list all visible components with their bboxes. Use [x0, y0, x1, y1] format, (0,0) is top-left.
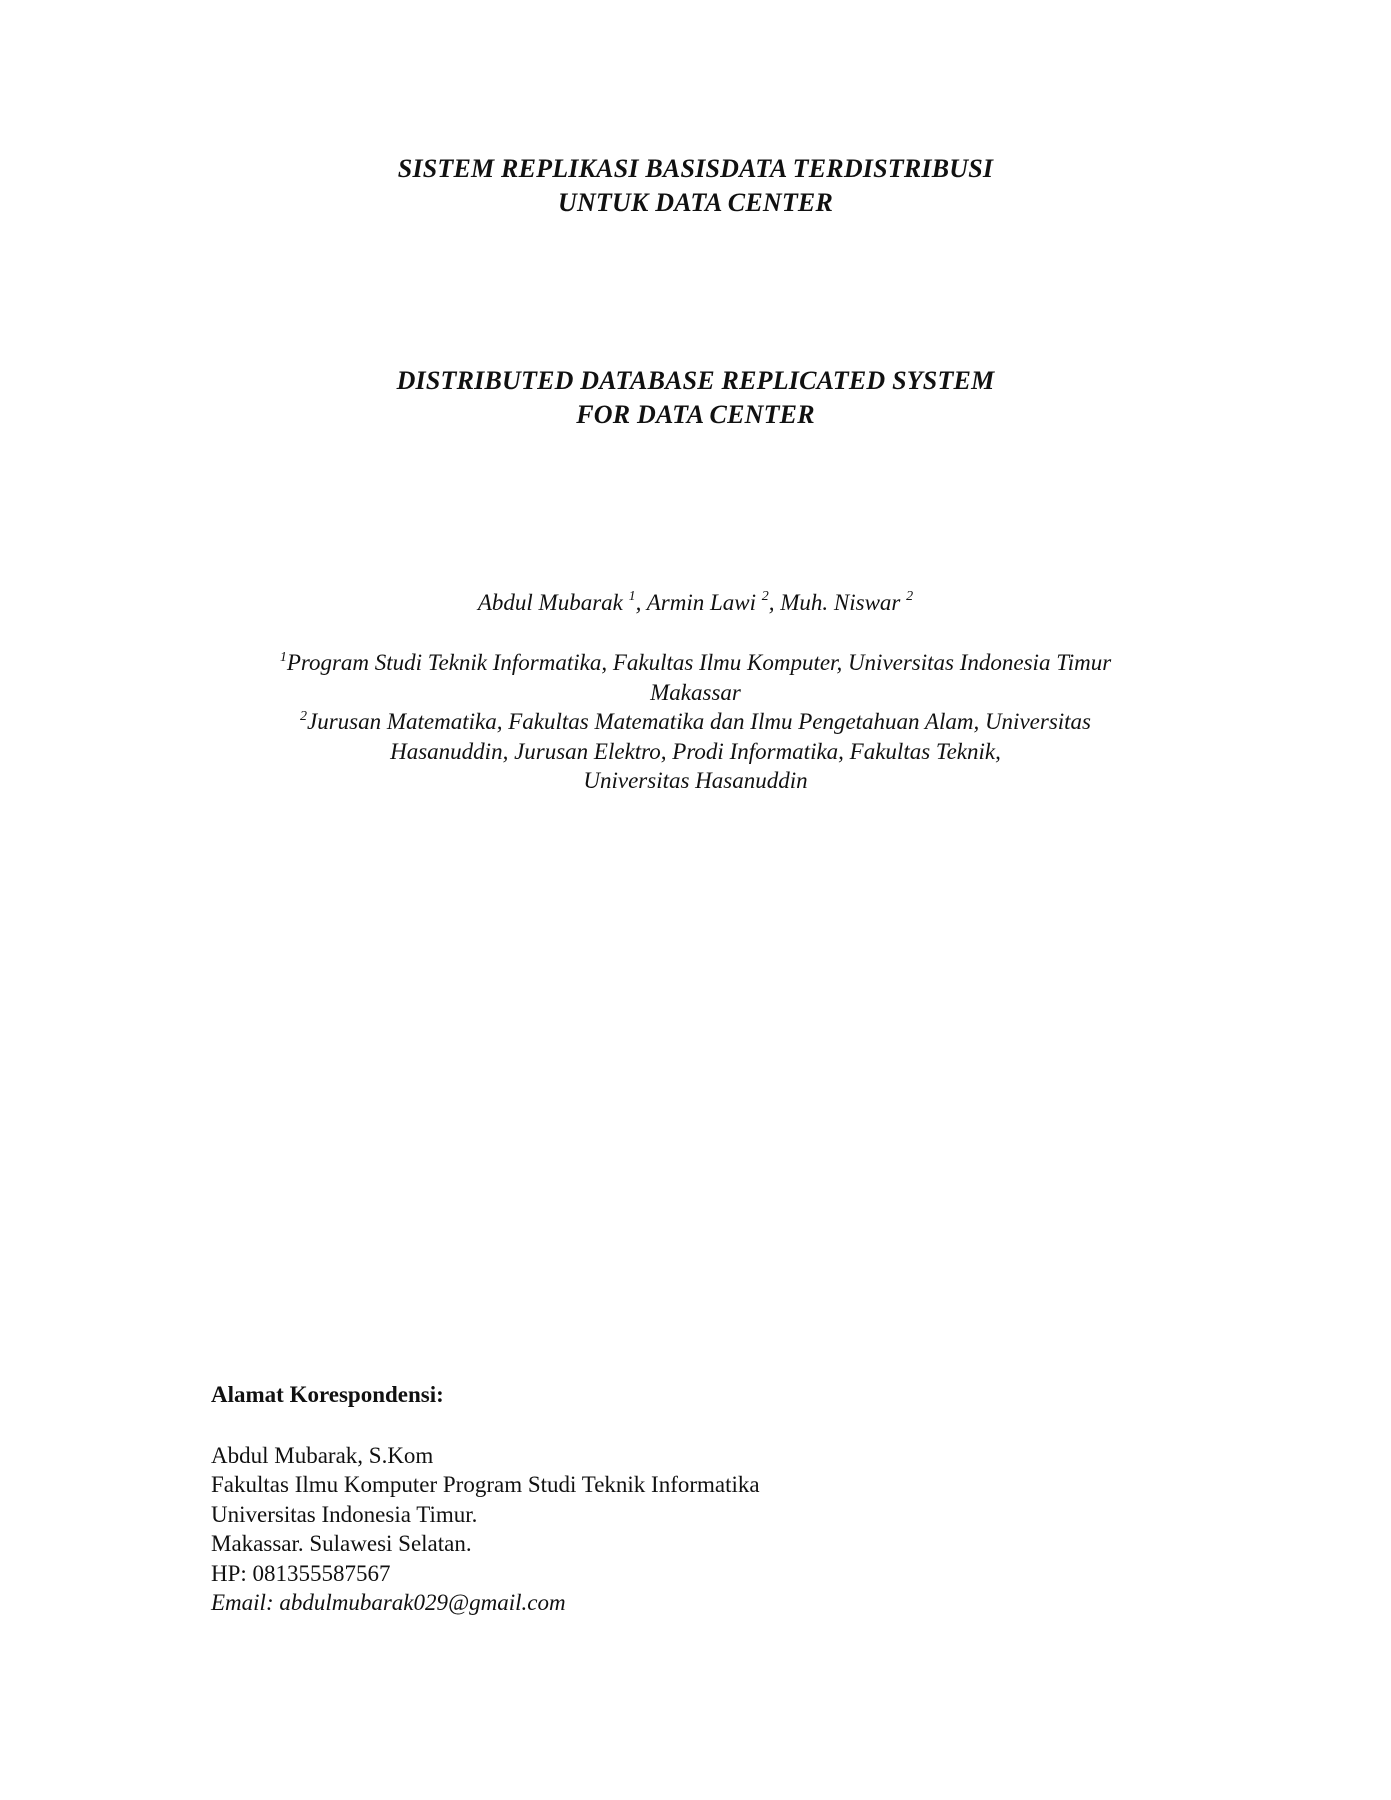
title-english-line-2: FOR DATA CENTER — [576, 400, 815, 429]
author-name: Muh. Niswar — [780, 590, 901, 615]
author-separator: , — [768, 590, 781, 615]
correspondence-university: Universitas Indonesia Timur. — [211, 1501, 478, 1527]
affiliation-line — [0, 648, 1391, 678]
correspondence-email: Email: abdulmubarak029@gmail.com — [211, 1590, 566, 1615]
title-indonesian-line-1: SISTEM REPLIKASI BASISDATA TERDISTRIBUSI — [397, 154, 994, 183]
correspondence-phone: HP: 081355587567 — [211, 1560, 391, 1586]
title-indonesian-line-2: UNTUK DATA CENTER — [557, 188, 834, 217]
correspondence-name: Abdul Mubarak, S.Kom — [211, 1442, 434, 1468]
affiliation-line: Universitas Hasanuddin — [583, 768, 808, 793]
correspondence-faculty: Fakultas Ilmu Komputer Program Studi Teknik Informatika — [211, 1472, 760, 1497]
correspondence-block — [211, 1380, 1211, 1618]
author-name: Armin Lawi — [646, 590, 756, 615]
author-1 — [478, 590, 647, 615]
author-affiliation-mark: 1 — [628, 589, 636, 604]
affiliation-line: Makassar — [650, 679, 741, 705]
correspondence-city: Makassar. Sulawesi Selatan. — [211, 1531, 472, 1556]
affiliation-2 — [0, 707, 1391, 796]
affiliation-mark: 1 — [279, 650, 287, 665]
author-3 — [780, 590, 913, 615]
author-list — [0, 588, 1391, 618]
author-2 — [647, 590, 781, 615]
affiliation-text: Jurusan Matematika, Fakultas Matematika dan Ilmu Pengetahuan Alam, Universitas — [306, 709, 1091, 734]
title-english — [0, 364, 1391, 432]
title-indonesian — [0, 152, 1391, 220]
affiliation-text: Program Studi Teknik Informatika, Fakultas Ilmu Komputer, Universitas Indonesia Timur — [286, 650, 1112, 675]
author-affiliation-mark: 2 — [761, 589, 769, 604]
correspondence-heading: Alamat Korespondensi: — [211, 1382, 444, 1407]
affiliation-mark: 2 — [299, 709, 307, 724]
title-english-line-1: DISTRIBUTED DATABASE REPLICATED SYSTEM — [396, 366, 995, 395]
affiliation-1 — [0, 648, 1391, 707]
author-separator: , — [635, 590, 647, 615]
author-name: Abdul Mubarak — [477, 590, 623, 615]
affiliation-line — [0, 707, 1391, 737]
affiliation-line: Hasanuddin, Jurusan Elektro, Prodi Informatika, Fakultas Teknik, — [390, 738, 1001, 764]
affiliation-list — [0, 648, 1391, 796]
author-affiliation-mark: 2 — [906, 589, 914, 604]
